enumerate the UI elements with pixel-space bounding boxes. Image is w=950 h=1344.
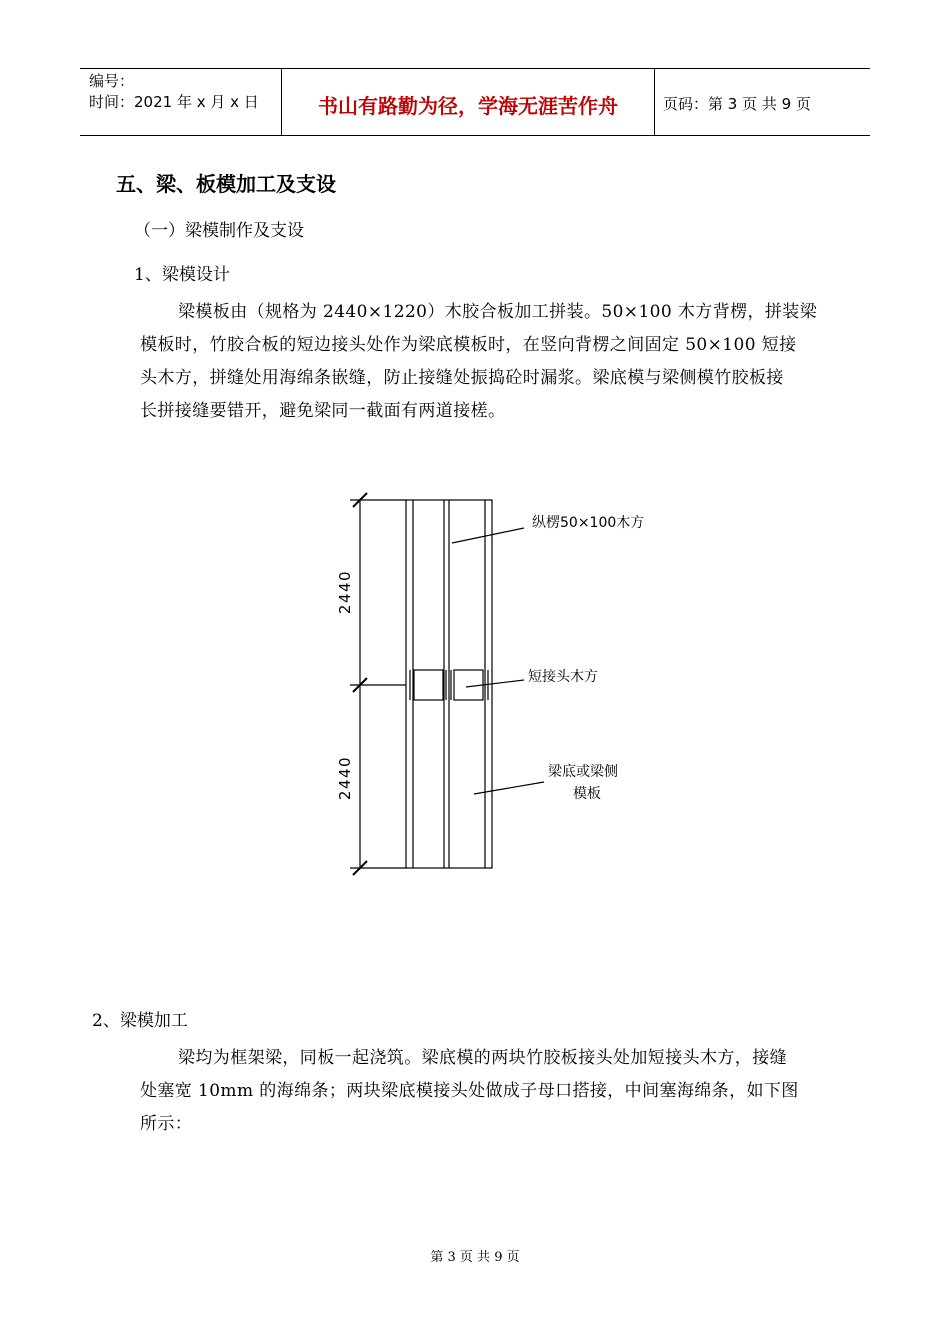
header-top-border [80,68,870,69]
para1-line: 长拼接缝要错开，避免梁同一截面有两道接槎。 [140,401,506,421]
header-divider-right [654,68,655,136]
header-page-code: 页码：第 3 页 共 9 页 [663,95,811,113]
label-joint: 短接头木方 [528,669,598,685]
dimension-label-lower: 2440 [336,755,354,801]
para1-line: 模板时，竹胶合板的短边接头处作为梁底模板时，在竖向背楞之间固定 50×100 短接 [140,335,797,355]
para2-line: 所示： [140,1114,193,1134]
beam-formwork-diagram [0,480,950,920]
leader-joint [466,680,524,687]
paragraph-beam-design [140,296,817,428]
label-joist: 纵楞50×100木方 [532,515,645,531]
leader-joist [452,528,524,543]
label-form-line2: 模板 [573,786,601,802]
section-title: 五、梁、板模加工及支设 [116,172,336,196]
header-bottom-border [80,135,870,136]
header-number-label: 编号： [89,72,135,90]
page-footer: 第 3 页 共 9 页 [430,1250,520,1265]
item1-title: 1、梁模设计 [134,265,230,285]
header-motto: 书山有路勤为径，学海无涯苦作舟 [318,94,618,118]
para1-line: 头木方，拼缝处用海绵条嵌缝，防止接缝处振捣砼时漏浆。梁底模与梁侧模竹胶板接 [140,368,784,388]
dimension-label-upper: 2440 [336,569,354,615]
para2-line: 处塞宽 10mm 的海绵条；两块梁底模接头处做成子母口搭接，中间塞海绵条，如下图 [140,1081,799,1101]
item2-title: 2、梁模加工 [92,1011,188,1031]
paragraph-beam-processing [140,1042,799,1141]
label-form-line1: 梁底或梁侧 [548,764,618,780]
para1-line: 梁模板由（规格为 2440×1220）木胶合板加工拼装。50×100 木方背楞，拼装梁 [178,302,818,322]
para2-line: 梁均为框架梁，同板一起浇筑。梁底模的两块竹胶板接头处加短接头木方，接缝 [178,1048,787,1068]
joint-block-left [414,670,443,700]
subsection-title: （一）梁模制作及支设 [134,221,304,241]
header-time-label: 时间：2021 年 x 月 x 日 [89,93,259,111]
